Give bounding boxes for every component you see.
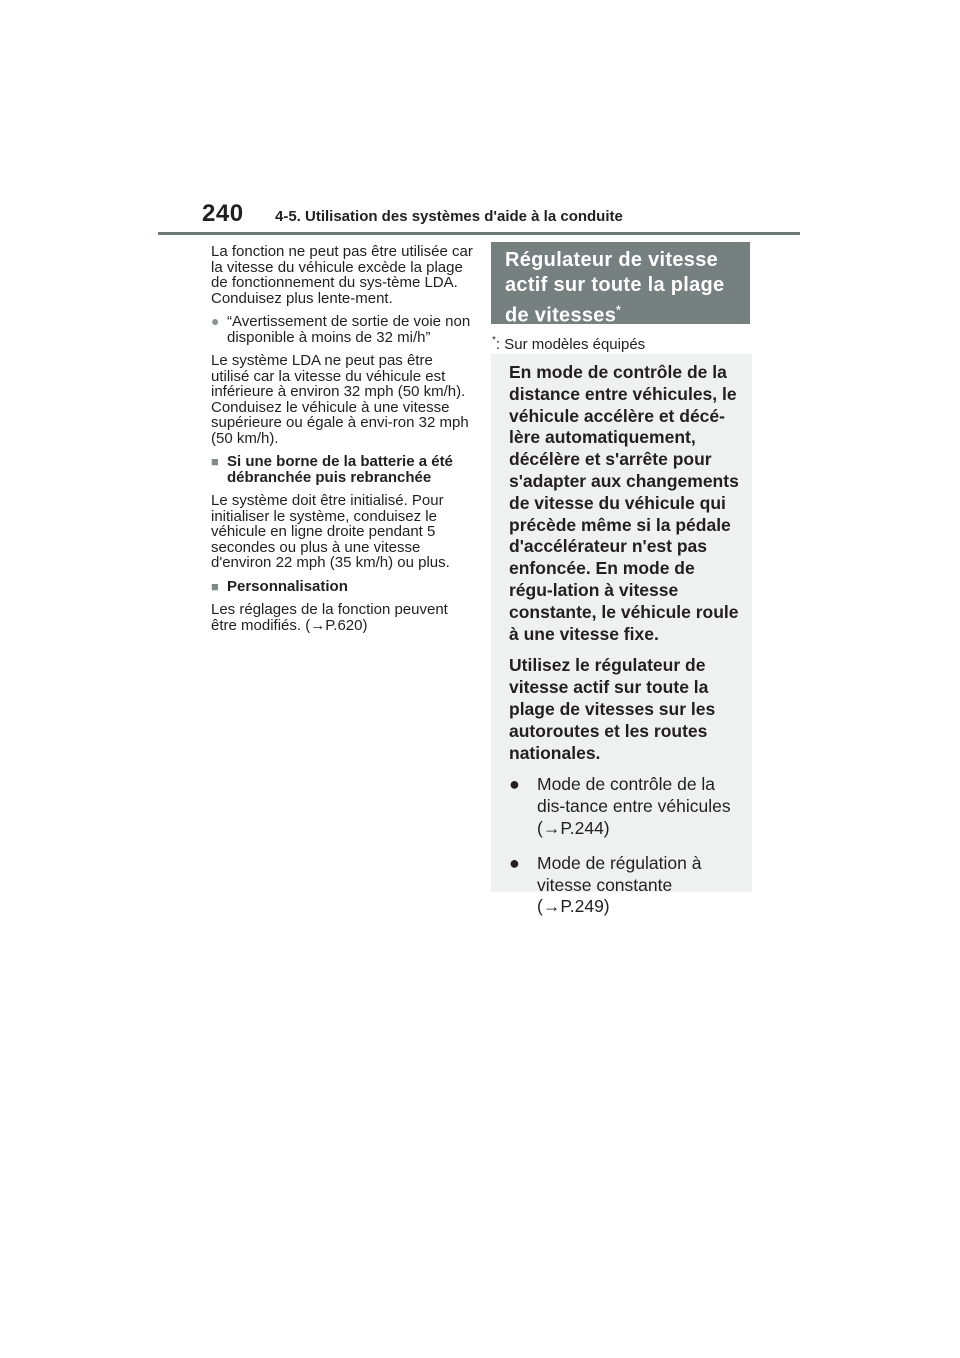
left-column	[211, 244, 473, 641]
bullet-text: “Avertissement de sortie de voie non disponible à moins de 32 mi/h”	[227, 313, 471, 346]
bullet-item-warning	[211, 314, 473, 345]
feature-title-box	[491, 242, 750, 327]
paragraph-customization	[211, 602, 473, 633]
footnote	[492, 335, 645, 353]
bullet-icon: ●	[211, 313, 220, 329]
paragraph-speed-too-high: La fonction ne peut pas être utilisée car la vitesse du véhicule excède la plage de fonctionnement du sys-tème LDA. Conduisez plus lente-ment.	[211, 243, 473, 307]
heading-battery-text: Si une borne de la batterie a été débranchée puis rebranchée	[227, 453, 453, 486]
arrow-icon: →	[542, 817, 561, 838]
footnote-text: : Sur modèles équipés	[495, 336, 646, 353]
page-number: 240	[202, 200, 244, 227]
square-bullet-icon: ■	[211, 454, 219, 469]
paragraph-initialization: Le système doit être initialisé. Pour initialiser le système, conduisez le véhicule en ligne droite pendant 5 secondes ou plus à une vitesse d'environ 22 mph (35 km/h) ou plus.	[211, 492, 450, 571]
bullet-icon: ●	[509, 774, 520, 795]
info-box	[491, 354, 752, 917]
arrow-icon: →	[310, 616, 326, 634]
header-rule	[158, 232, 800, 235]
heading-battery	[211, 454, 473, 485]
heading-customization	[211, 579, 473, 595]
asterisk-mark: *	[616, 303, 622, 317]
section-title: 4-5. Utilisation des systèmes d'aide à la conduite	[275, 208, 623, 225]
feature-title: Régulateur de vitesse actif sur toute la plage de vitesses	[505, 249, 725, 327]
page-reference-link[interactable]: P.244)	[560, 817, 610, 838]
footnote-asterisk: *	[492, 335, 496, 346]
info-paragraph-description: En mode de contrôle de la distance entre véhicules, le véhicule accélère et décé-lère automatiquement, décélère et s'arrête pour s'adapter aux changements de vitesse du véhicule qui précède même si la pédale d'accélérateur n'est pas enfoncée. En mode de régu-lation à vitesse constante, le véhicule roule à une vitesse fixe.	[509, 362, 739, 644]
list-item	[509, 774, 742, 839]
list-item-text: Mode de régulation à vitesse constante (	[537, 852, 702, 917]
heading-customization-text: Personnalisation	[227, 577, 348, 595]
arrow-icon: →	[542, 896, 561, 917]
list-item	[509, 853, 742, 918]
paragraph-speed-too-low: Le système LDA ne peut pas être utilisé car la vitesse du véhicule est inférieure à environ 32 mph (50 km/h). Conduisez le véhicule à une vitesse supérieure ou égale à envi-ron 32 mph (50 km/h).	[211, 352, 469, 447]
page-reference-link[interactable]: P.620)	[325, 616, 368, 634]
list-item-text: Mode de contrôle de la dis-tance entre véhicules (	[537, 774, 731, 838]
bullet-icon: ●	[509, 852, 520, 873]
customization-text: Les réglages de la fonction peuvent être modifiés. (	[211, 601, 448, 634]
page-reference-link[interactable]: P.249)	[560, 896, 610, 917]
square-bullet-icon: ■	[211, 578, 219, 594]
info-paragraph-usage: Utilisez le régulateur de vitesse actif sur toute la plage de vitesses sur les autoroutes et les routes nationales.	[509, 655, 716, 763]
